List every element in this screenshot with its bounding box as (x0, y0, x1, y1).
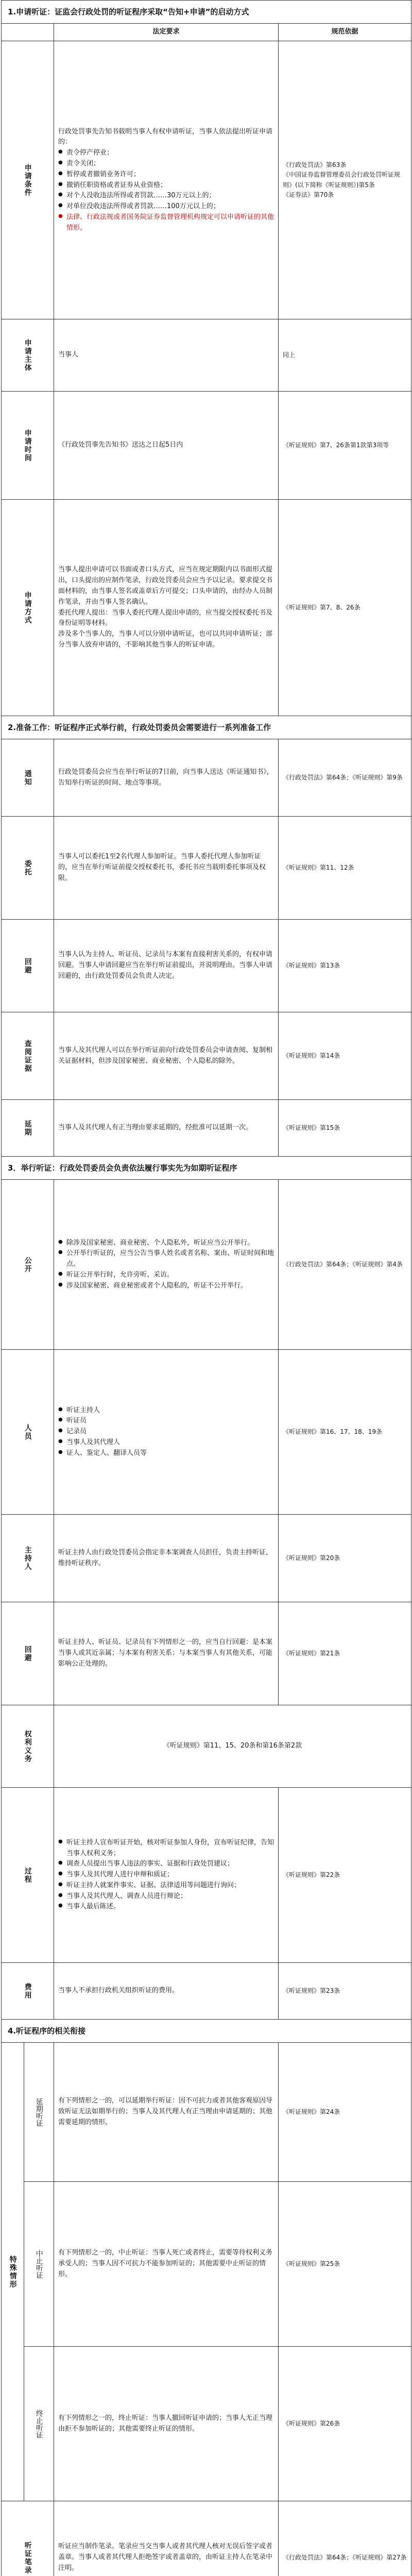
basis-suspend-hearing: 《听证规则》第25条 (279, 2182, 411, 2347)
req-process (54, 1788, 279, 1963)
req-public (54, 1180, 279, 1350)
sub-terminate-hearing: 终止听证 (24, 2347, 54, 2501)
list-item: ● 听证主持人宣布听证开始，核对听证参加人身份，宣布听证纪律，告知当事人权利义务； (58, 1838, 274, 1859)
header-basis: 规范依据 (279, 24, 411, 41)
list-item: ● 听证公开举行时，允许旁听、采访。 (58, 1270, 274, 1281)
basis-notice: 《行政处罚法》第64条；《听证规则》第9条 (279, 739, 411, 817)
section-3-title: 3．举行听证：行政处罚委员会负责依法履行事实先为如期听证程序 (2, 1157, 411, 1180)
basis-postpone-hearing: 《听证规则》第24条 (279, 2043, 411, 2182)
section-1-title: 1.申请听证：证监会行政处罚的听证程序采取“告知+申请”的启动方式 (2, 1, 411, 24)
list-item: ● 听证员 (58, 1416, 274, 1427)
req-postpone: 当事人及其代理人有正当理由要求延期的，经批准可以延期一次。 (54, 1100, 279, 1157)
cat-record: 听证笔录 (2, 2501, 54, 2576)
personnel-list (58, 1405, 274, 1459)
basis-apply-time: 《听证规则》第7、26条第1款第3项等 (279, 392, 411, 500)
apply-conditions-list (58, 148, 274, 233)
cat-special: 特殊情形 (2, 2043, 24, 2501)
cat-apply-method: 申请方式 (2, 500, 54, 716)
basis-evidence-review: 《听证规则》第14条 (279, 1012, 411, 1100)
basis-postpone: 《听证规则》第15条 (279, 1100, 411, 1157)
list-item: ● 除涉及国家秘密、商业秘密、个人隐私外，听证应当公开举行。 (58, 1238, 274, 1249)
req-personnel (54, 1350, 279, 1515)
cat-apply-time: 申请时间 (2, 392, 54, 500)
basis-recusal-request: 《听证规则》第13条 (279, 920, 411, 1012)
list-item: ● 当事人及其代理人 (58, 1437, 274, 1448)
section-4-title: 4.听证程序的相关衔接 (2, 2020, 411, 2043)
cat-cost: 费用 (2, 1963, 54, 2020)
list-item: ● 撤销任职资格或者证券从业资格； (58, 180, 274, 191)
list-item: ● 听证主持人 (58, 1405, 274, 1416)
process-list (58, 1838, 274, 1913)
list-item: ● 记录员 (58, 1427, 274, 1437)
list-item: ● 对个人没收违法所得或者罚款……30万元以上的； (58, 191, 274, 201)
req-notice: 行政处罚委员会应当在举行听证的7日前，向当事人送达《听证通知书》，告知举行听证的时间、地点等事项。 (54, 739, 279, 817)
list-item: ● 当事人最后陈述。 (58, 1902, 274, 1912)
public-list (58, 1238, 274, 1292)
req-record: 听证应当制作笔录。笔录应当交当事人或者其代理人核对无误后签字或者盖章。当事人或者其代理人拒绝签字或者盖章的，由听证主持人在笔录中注明。 (54, 2501, 279, 2576)
req-terminate-hearing: 有下列情形之一的，终止听证：当事人撤回听证申请的；当事人无正当理由拒不参加听证的；其他需要终止听证的情形。 (54, 2347, 279, 2501)
cat-personnel: 人员 (2, 1350, 54, 1515)
cat-host: 主持人 (2, 1515, 54, 1602)
hearing-procedure-table (1, 0, 411, 2576)
req-apply-time: 《行政处罚事先告知书》送达之日起5日内 (54, 392, 279, 500)
req-suspend-hearing: 有下列情形之一的，中止听证：当事人死亡或者终止，需要等待权利义务承受人的；当事人因不可抗力不能参加听证的；其他需要中止听证的情形。 (54, 2182, 279, 2347)
req-postpone-hearing: 有下列情形之一的，可以延期举行听证：因不可抗力或者其他客观原因导致听证无法如期举行的；当事人及其代理人有正当理由申请延期的；其他需要延期的情形。 (54, 2043, 279, 2182)
cat-process: 过程 (2, 1788, 54, 1963)
list-item: ● 当事人及其代理人进行申辩和质证； (58, 1870, 274, 1880)
basis-entrust: 《听证规则》第11、12条 (279, 817, 411, 920)
list-item: ● 公开举行听证的，应当公告当事人姓名或者名称、案由、听证时间和地点。 (58, 1248, 274, 1270)
list-item: ● 当事人及其代理人、调查人员进行辩论； (58, 1891, 274, 1902)
list-item: ● 责令关闭； (58, 159, 274, 170)
basis-apply-subject: 同上 (279, 319, 411, 392)
cat-recusal-request: 回避 (2, 920, 54, 1012)
basis-personnel: 《听证规则》第16、17、18、19条 (279, 1350, 411, 1515)
basis-apply-method: 《听证规则》第7、8、26条 (279, 500, 411, 716)
header-requirement: 法定要求 (54, 24, 279, 41)
list-item: ● 听证主持人就案件事实、证据、法律适用等问题进行询问； (58, 1880, 274, 1891)
sub-suspend-hearing: 中止听证 (24, 2182, 54, 2347)
list-item: ● 暂停或者撤销业务许可； (58, 170, 274, 180)
list-item: ● 涉及国家秘密、商业秘密或者个人隐私的，听证不公开举行。 (58, 1281, 274, 1292)
basis-public: 《行政处罚法》第64条；《听证规则》第4条 (279, 1180, 411, 1350)
basis-apply-conditions: 《行政处罚法》第63条 《中国证券监督管理委员会行政处罚听证规则》(以下简称《听证规则》)第5条 《证券法》第70条 (279, 41, 411, 319)
header-blank (2, 24, 54, 41)
req-rights: 《听证规则》第11、15、20条和第16条第2款 (54, 1705, 411, 1788)
basis-recusal: 《听证规则》第21条 (279, 1602, 411, 1705)
req-recusal-request: 当事人认为主持人、听证员、记录员与本案有直接利害关系的，有权申请回避。当事人申请回避应当在举行听证前提出，并说明理由。当事人申请回避的，由行政处罚委员会负责人决定。 (54, 920, 279, 1012)
req-evidence-review: 当事人及其代理人可以在举行听证前向行政处罚委员会申请查阅、复制相关证据材料，但涉及国家秘密、商业秘密、个人隐私的除外。 (54, 1012, 279, 1100)
basis-terminate-hearing: 《听证规则》第26条 (279, 2347, 411, 2501)
cat-evidence-review: 查阅证据 (2, 1012, 54, 1100)
basis-cost: 《听证规则》第23条 (279, 1963, 411, 2020)
list-item: ● 法律、行政法规或者国务院证券监督管理机构规定可以申请听证的其他情形。 (58, 212, 274, 234)
sub-postpone-hearing: 延期听证 (24, 2043, 54, 2182)
cat-postpone: 延期 (2, 1100, 54, 1157)
cat-apply-conditions: 申请条件 (2, 41, 54, 319)
basis-record: 《行政处罚法》第64条；《听证规则》第27条 (279, 2501, 411, 2576)
list-item: ● 证人、鉴定人、翻译人员等 (58, 1448, 274, 1459)
list-item: ● 对单位没收违法所得或者罚款……100万元以上的； (58, 201, 274, 212)
basis-host: 《听证规则》第20条 (279, 1515, 411, 1602)
cat-entrust: 委托 (2, 817, 54, 920)
cat-recusal: 回避 (2, 1602, 54, 1705)
req-entrust: 当事人可以委托1至2名代理人参加听证。当事人委托代理人参加听证的，应当在举行听证前提交授权委托书，委托书应当载明委托事项及权限。 (54, 817, 279, 920)
req-apply-method: 当事人提出申请可以书面或者口头方式，应当在规定期限内以书面形式提出，口头提出的应制作笔录，行政处罚委员会应当予以记录。要求提交书面材料的，由当事人签名或盖章后方可提交；口头申请的，由经办人员制作笔录，并由当事人签名确认。 委托代理人提出：当事人委托代理人提出申请的，应当提交授权委托书及身份证明等材料。 涉及多个当事人的，当事人可以分别申请听证，也可以共同申请听证；部分当事人放弃申请的，不影响其他当事人的听证申请。 (54, 500, 279, 716)
req-cost: 当事人不承担行政机关组织听证的费用。 (54, 1963, 279, 2020)
cat-notice: 通知 (2, 739, 54, 817)
req-apply-conditions: 行政处罚事先告知书载明当事人有权申请听证，当事人依法提出听证申请的： ● 责令停产停业； ● 责令关闭； ● 暂停或者撤销业务许可； ● 撤销任职资格或者证券从业资格； ● 对个人没收违法所得或者罚款……30万元以上的； ● 对单位没收违法所得或者罚款……100万元以上的； ● 法律、行政法规或者国务院证券监督管理机构规定可以申请听证的其他情形。 (54, 41, 279, 319)
list-item: ● 责令停产停业； (58, 148, 274, 159)
req-apply-subject: 当事人 (54, 319, 279, 392)
basis-process: 《听证规则》第22条 (279, 1788, 411, 1963)
cat-public: 公开 (2, 1180, 54, 1350)
req-host: 听证主持人由行政处罚委员会指定非本案调查人员担任，负责主持听证，维持听证秩序。 (54, 1515, 279, 1602)
list-item: ● 调查人员提出当事人违法的事实、证据和行政处罚建议； (58, 1859, 274, 1870)
cat-apply-subject: 申请主体 (2, 319, 54, 392)
section-2-title: 2.准备工作：听证程序正式举行前，行政处罚委员会需要进行一系列准备工作 (2, 716, 411, 739)
req-recusal: 听证主持人、听证员、记录员有下列情形之一的，应当自行回避：是本案当事人或其近亲属；与本案有利害关系；与本案当事人有其他关系，可能影响公正处理的。 (54, 1602, 279, 1705)
cat-rights: 权利义务 (2, 1705, 54, 1788)
